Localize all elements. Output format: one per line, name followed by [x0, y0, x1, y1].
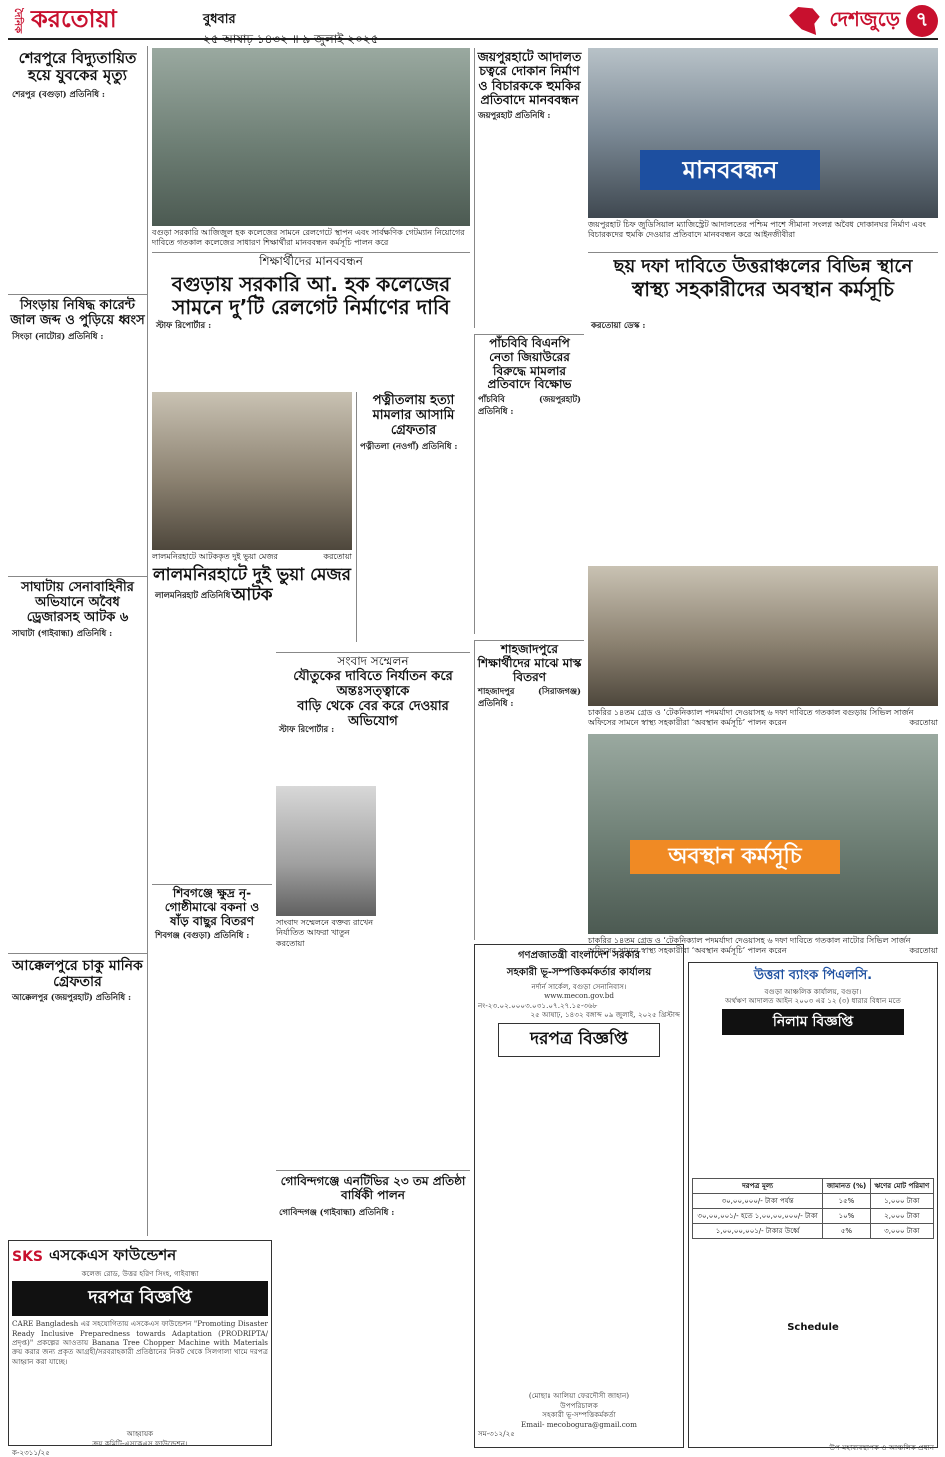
paper-small-label: দৈনিক — [12, 8, 23, 34]
sks-signoff: আহ্বায়ক — [126, 1429, 154, 1439]
story-shibganj-body — [152, 930, 272, 1181]
table-cell: ২,০০০ টাকা — [870, 1208, 933, 1223]
body-lines — [478, 417, 581, 637]
headline-sherpur: শেরপুরে বিদ্যুতায়িত হয়ে যুবকের মৃত্যু — [18, 49, 137, 85]
story-akkelpur-body — [8, 992, 147, 1223]
photo-main-caption: বগুড়া সরকারি আজিজুল হক কলেজের সামনে রেলগেটে স্থাপন এবং সার্বক্ষণিক গেটম্যান নিয়োগের দাবিতে গতকাল কলেজের সাধারণ শিক্ষার্থীরা মানববন্ধন কর্মসূচি পালন করে — [152, 228, 465, 248]
bank-notice-title: নিলাম বিজ্ঞপ্তি — [722, 1009, 904, 1035]
story-gobindaganj — [276, 1170, 470, 1450]
headline-singra: সিংড়ায় নিষিদ্ধ কারেন্ট জাল জব্দ ও পুড়িয়ে ধ্বংস — [10, 297, 145, 328]
dateline: আক্কেলপুর (জয়পুরহাট) প্রতিনিধি : — [12, 992, 132, 1003]
story-joypurhat — [474, 48, 584, 328]
govt-memo: নং-২৩.০২.০০০৩.০৩১.০৭.২৭.১৫-৩৬৮ — [478, 1000, 598, 1010]
body-lines — [12, 100, 143, 290]
headline-panchbibi: পাঁচবিবি বিএনপি নেতা জিয়াউরের বিরুদ্ধে মামলার প্রতিবাদে বিক্ষোভ — [487, 336, 572, 392]
table-cell: ১০% — [823, 1208, 871, 1223]
headline-pattitola: পত্নীতলায় হত্যা মামলার আসামি গ্রেফতার — [372, 393, 455, 438]
dateline: শাহজাদপুর (সিরাজগঞ্জ) প্রতিনিধি : — [478, 686, 581, 708]
story-singra-body — [8, 331, 147, 572]
human-chain-banner: মানববন্ধন — [640, 150, 820, 190]
dateline: স্টাফ রিপোর্টার : — [279, 724, 335, 734]
photo-credit: করতোয়া — [323, 552, 352, 561]
bank-branch: বগুড়া আঞ্চলিক কার্যালয়, বগুড়া। — [764, 987, 862, 996]
table-cell: ৩,০০০ টাকা — [870, 1223, 933, 1238]
sks-notice-title: দরপত্র বিজ্ঞপ্তি — [12, 1281, 268, 1316]
body-lines — [478, 121, 581, 321]
body-lines — [360, 452, 467, 642]
health-story-head — [588, 252, 938, 318]
dateline: গোবিন্দগঞ্জ (গাইবান্ধা) প্রতিনিধি : — [279, 1206, 395, 1217]
body-lines — [12, 342, 143, 572]
story-dowry-body — [276, 724, 470, 784]
dowry-kicker-row — [276, 652, 470, 670]
ad-sks — [8, 1240, 272, 1457]
sks-ref: ক-২৩১১/২৫ — [12, 1448, 50, 1457]
govt-email: Email- mecobogura@gmail.com — [521, 1419, 637, 1429]
table-cell: ১,০০,০০,০০১/- টাকার উর্ধ্বে — [693, 1223, 823, 1238]
govt-body — [478, 1061, 680, 1391]
body-lines — [155, 601, 269, 871]
joypurhat-photo-caption: জয়পুরহাট চিফ জুডিসিয়াল ম্যাজিস্ট্রেট আদালতের পশ্চিম পাশে সীমানা সংলগ্ন অবৈধ দোকানঘর নির্মাণ এবং বিচারকদের হুমকি দেওয়ার প্রতিবাদে মানববন্ধন করে আইনজীবীরা — [588, 220, 926, 240]
dateline: শেরপুর (বগুড়া) প্রতিনিধি : — [12, 88, 105, 99]
bank-law: অর্থঋণ আদালত আইন ২০০৩ এর ১২ (৩) ধারার বিধান মতে — [725, 996, 901, 1006]
table-cell: ১,০০০ টাকা — [870, 1193, 933, 1208]
protest-banner: অবস্থান কর্মসূচি — [630, 840, 840, 874]
section-name: দেশজুড়ে — [829, 6, 900, 31]
lalmonirhat-caption-row — [152, 552, 352, 564]
dateline: শিবগঞ্জ (বগুড়া) প্রতিনিধি : — [155, 930, 250, 941]
dateline: সাঘাটা (গাইবান্ধা) প্রতিনিধি : — [12, 627, 113, 638]
govt-line3: নর্দার্ন সার্কেল, বগুড়া সেনানিবাস। — [531, 982, 627, 991]
sks-address: কলেজ রোড, উত্তর হরিণ সিংহ, গাইবান্ধা — [81, 1269, 199, 1278]
headline-shahjadpur: শাহজাদপুরে শিক্ষার্থীদের মাঝে মাস্ক বিতরণ — [477, 642, 582, 684]
photo-fake-majors — [152, 392, 352, 550]
health-title-line2: স্বাস্থ্য সহকারীদের অবস্থান কর্মসূচি — [632, 276, 894, 301]
lead-story-body — [152, 318, 470, 388]
left-column — [8, 46, 148, 1236]
dateline: পাঁচবিবি (জয়পুরহাট) প্রতিনিধি : — [478, 394, 581, 416]
bank-signoff: উপ-মহাব্যবস্থাপক ও আঞ্চলিক প্রধান — [829, 1442, 934, 1452]
bank-body — [692, 1038, 934, 1178]
date-line: ২৫ আষাঢ় ১৪৩২ ॥ ৯ জুলাই ২০২৫ — [203, 32, 379, 46]
masthead — [8, 4, 938, 46]
headline-lalmonirhat: লালমনিরহাটে দুই ভুয়া মেজর আটক — [152, 565, 352, 605]
lead-title-line1: বগুড়ায় সরকারি আ. হক কলেজের — [171, 272, 451, 296]
table-row — [693, 1208, 934, 1223]
masthead-date — [203, 10, 378, 51]
story-joypurhat-body — [475, 110, 584, 321]
govt-ref: সম-৩১২/২৫ — [478, 1428, 515, 1438]
headline-joypurhat: জয়পুরহাটে আদালত চত্বরে দোকান নির্মাণ ও বিচারককে হুমকির প্রতিবাদে মানববন্ধন — [477, 49, 582, 108]
body-lines — [279, 1218, 467, 1438]
sks-org: এসকেএস ফাউন্ডেশন — [49, 1246, 177, 1264]
story-health-body — [588, 320, 938, 562]
headline-shibganj: শিবগঞ্জে ক্ষুদ্র নৃ-গোষ্ঠীমাঝে বকনা ও ষাঁড় বাছুর বিতরণ — [164, 886, 260, 928]
lead-title-line2: সামনে দু’টি রেলগেট নির্মাণের দাবি — [172, 295, 450, 319]
table-row — [693, 1223, 934, 1238]
story-lalmonirhat-body — [152, 590, 272, 880]
photo-lawyers-human-chain — [588, 48, 938, 218]
photo-credit: করতোয়া — [276, 938, 305, 948]
dowry-photo-caption: সাংবাদ সম্মেলনে বক্তব্য রাখেন নির্যাতিত আফরা খাতুন — [276, 918, 374, 938]
body-lines — [478, 709, 581, 949]
bank-body-2 — [692, 1242, 934, 1322]
table-row — [693, 1193, 934, 1208]
weekday: বুধবার — [203, 12, 236, 27]
health-title-line1: ছয় দফা দাবিতে উত্তরাঞ্চলের বিভিন্ন স্থানে — [613, 256, 913, 277]
dateline: স্টাফ রিপোর্টার : — [156, 320, 212, 330]
govt-notice-title: দরপত্র বিজ্ঞপ্তি — [498, 1023, 660, 1057]
story-panchbibi — [474, 334, 584, 634]
govt-signoff-title: উপপরিচালক — [560, 1400, 598, 1410]
dateline: করতোয়া ডেস্ক : — [591, 320, 646, 330]
govt-signoff-name: (মোছাঃ আলিয়া ফেরদৌসী জাহান) — [528, 1391, 630, 1401]
health-photo2-caption: চাকরির ১৪তম গ্রেড ও ‘টেকনিক্যাল পদমর্যাদা দেওয়াসহ ৬ দফা দাবিতে গতকাল নাটোর সিভিল সার্জন অফিসের সামনে স্বাস্থ্য সহকারীরা ‘অবস্থান কর্মসূচি’ পালন করেন — [588, 936, 911, 956]
dateline: পত্নীতলা (নওগাঁ) প্রতিনিধি : — [360, 440, 458, 451]
shibganj-body-cont — [276, 950, 470, 1170]
lalmonirhat-photo-caption: লালমনিরহাটে আটককৃত দুই ভুয়া মেজর — [152, 552, 278, 561]
photo-health-bogura — [588, 566, 938, 706]
dowry-kicker: সংবাদ সম্মেলন — [337, 654, 409, 668]
bank-schedule-title: Schedule — [787, 1321, 839, 1333]
paper-name: করতোয়া — [31, 5, 117, 33]
table-header-cell: জামানত (%) — [823, 1178, 871, 1193]
sks-body: CARE Bangladesh এর সহযোগিতায় এসকেএস ফাউন্ডেশন "Promoting Disaster Ready Inclusive Preparedness towards Adaptation (PRODRIPTA/ প্রদৃপ্ত)" প্রকল্পের আওতায় Banana Tree Chopper Machine with Materials ক্রয় করার জন্য প্রকৃত আগ্রহী/সরবরাহকারী প্রতিষ্ঠানের নিকট থেকে সিলগালা খামে দরপত্র আহ্বান করা যাচ্ছে। — [12, 1319, 268, 1366]
sks-header — [12, 1244, 268, 1269]
table-cell: ৩০,০০,০০১/- হতে ১,০০,০০,০০০/- টাকা — [693, 1208, 823, 1223]
sks-committee: ক্রয় কমিটি-এসকেএস ফাউন্ডেশন। — [92, 1438, 188, 1448]
photo-credit: করতোয়া — [909, 718, 938, 728]
dateline: সিংড়া (নাটোর) প্রতিনিধি : — [12, 330, 104, 341]
govt-line1: গণপ্রজাতন্ত্রী বাংলাদেশ সরকার — [518, 950, 640, 961]
govt-signoff-office: সহকারী ভূ-সম্পত্তিকর্মকর্তা — [542, 1410, 616, 1420]
table-header-cell: দরপত্র মূল্য — [693, 1178, 823, 1193]
table-header-cell: ঋণের মোট পরিমাণ — [870, 1178, 933, 1193]
body-lines — [156, 331, 466, 391]
sks-logo: SKS — [12, 1248, 44, 1265]
table-cell: ৩০,০০,০০০/- টাকা পর্যন্ত — [693, 1193, 823, 1208]
lead-story-head — [152, 252, 470, 319]
bank-tender-table — [692, 1178, 934, 1239]
story-pattitola — [356, 392, 470, 642]
headline-gobindaganj: গোবিন্দগঞ্জে এনটিভির ২৩ তম প্রতিষ্ঠা বার্ষিকী পালন — [280, 1174, 466, 1202]
photo-press-conference — [276, 786, 376, 916]
story-saghata-body — [8, 628, 147, 949]
table-cell: ৫% — [823, 1223, 871, 1238]
ad-bank — [688, 962, 938, 1452]
bangladesh-map-icon — [787, 7, 823, 35]
page-number: ৭ — [906, 5, 938, 37]
bank-name: উত্তরা ব্যাংক পিএলসি. — [753, 968, 873, 983]
health-photo1-caption: চাকরির ১৪তম গ্রেড ও ‘টেকনিক্যাল পদমর্যাদা দেওয়াসহ ৬ দফা দাবিতে গতকাল বগুড়ায় সিভিল সার্জন অফিসের সামনে স্বাস্থ্য সহকারীরা ‘অবস্থান কর্মসূচি’ পালন করেন — [588, 708, 914, 728]
story-shibganj — [152, 884, 272, 1184]
body-lines — [279, 735, 467, 783]
dowry-title-line1: যৌতুকের দাবিতে নির্যাতন করে অন্তঃসত্ত্বাকে — [293, 669, 453, 699]
table-cell: ১৫% — [823, 1193, 871, 1208]
body-lines — [155, 942, 269, 1182]
story-shahjadpur — [474, 640, 584, 940]
dowry-caption-row — [276, 918, 376, 948]
story-panchbibi-body — [475, 394, 584, 637]
photo-credit: করতোয়া — [909, 946, 938, 956]
body-lines — [12, 1004, 143, 1224]
story-pattitola-body — [357, 441, 470, 642]
paper-logo — [8, 4, 188, 38]
story-gobindaganj-body — [276, 1207, 470, 1438]
table-body — [693, 1193, 934, 1238]
story-shahjadpur-body — [475, 686, 584, 949]
dowry-body-cont — [380, 786, 470, 946]
headline-saghata: সাঘাটায় সেনাবাহিনীর অভিযানে অবৈধ ড্রেজারসহ আটক ৬ — [21, 580, 134, 625]
body-lines — [12, 639, 143, 949]
photo-student-human-chain — [152, 48, 470, 226]
section-tag — [787, 4, 938, 38]
dowry-title-line2: বাড়ি থেকে বের করে দেওয়ার অভিযোগ — [297, 698, 449, 729]
ad-govt — [474, 944, 684, 1448]
govt-website: www.mecon.gov.bd — [544, 991, 614, 1001]
bank-schedule-body — [692, 1333, 934, 1443]
lead-kicker: শিক্ষার্থীদের মানববন্ধন — [259, 254, 363, 268]
headline-akkelpur: আক্কেলপুরে চাকু মানিক গ্রেফতার — [12, 958, 143, 991]
dateline: জয়পুরহাট প্রতিনিধি : — [478, 109, 551, 120]
story-sherpur-body — [8, 89, 147, 290]
govt-line2: সহকারী ভূ-সম্পত্তিকর্মকর্তার কার্যালয় — [506, 967, 652, 978]
photo-health-natore — [588, 734, 938, 934]
health-photo1-caption-row — [588, 708, 938, 730]
govt-date: ২৫ আষাঢ়, ১৪৩২ বঙ্গাব্দ ০৯ জুলাই, ২০২৫ খ্রিস্টাব্দ — [530, 1010, 680, 1020]
dateline: লালমনিরহাট প্রতিনিধি : — [155, 590, 237, 600]
table-header-row — [693, 1178, 934, 1193]
